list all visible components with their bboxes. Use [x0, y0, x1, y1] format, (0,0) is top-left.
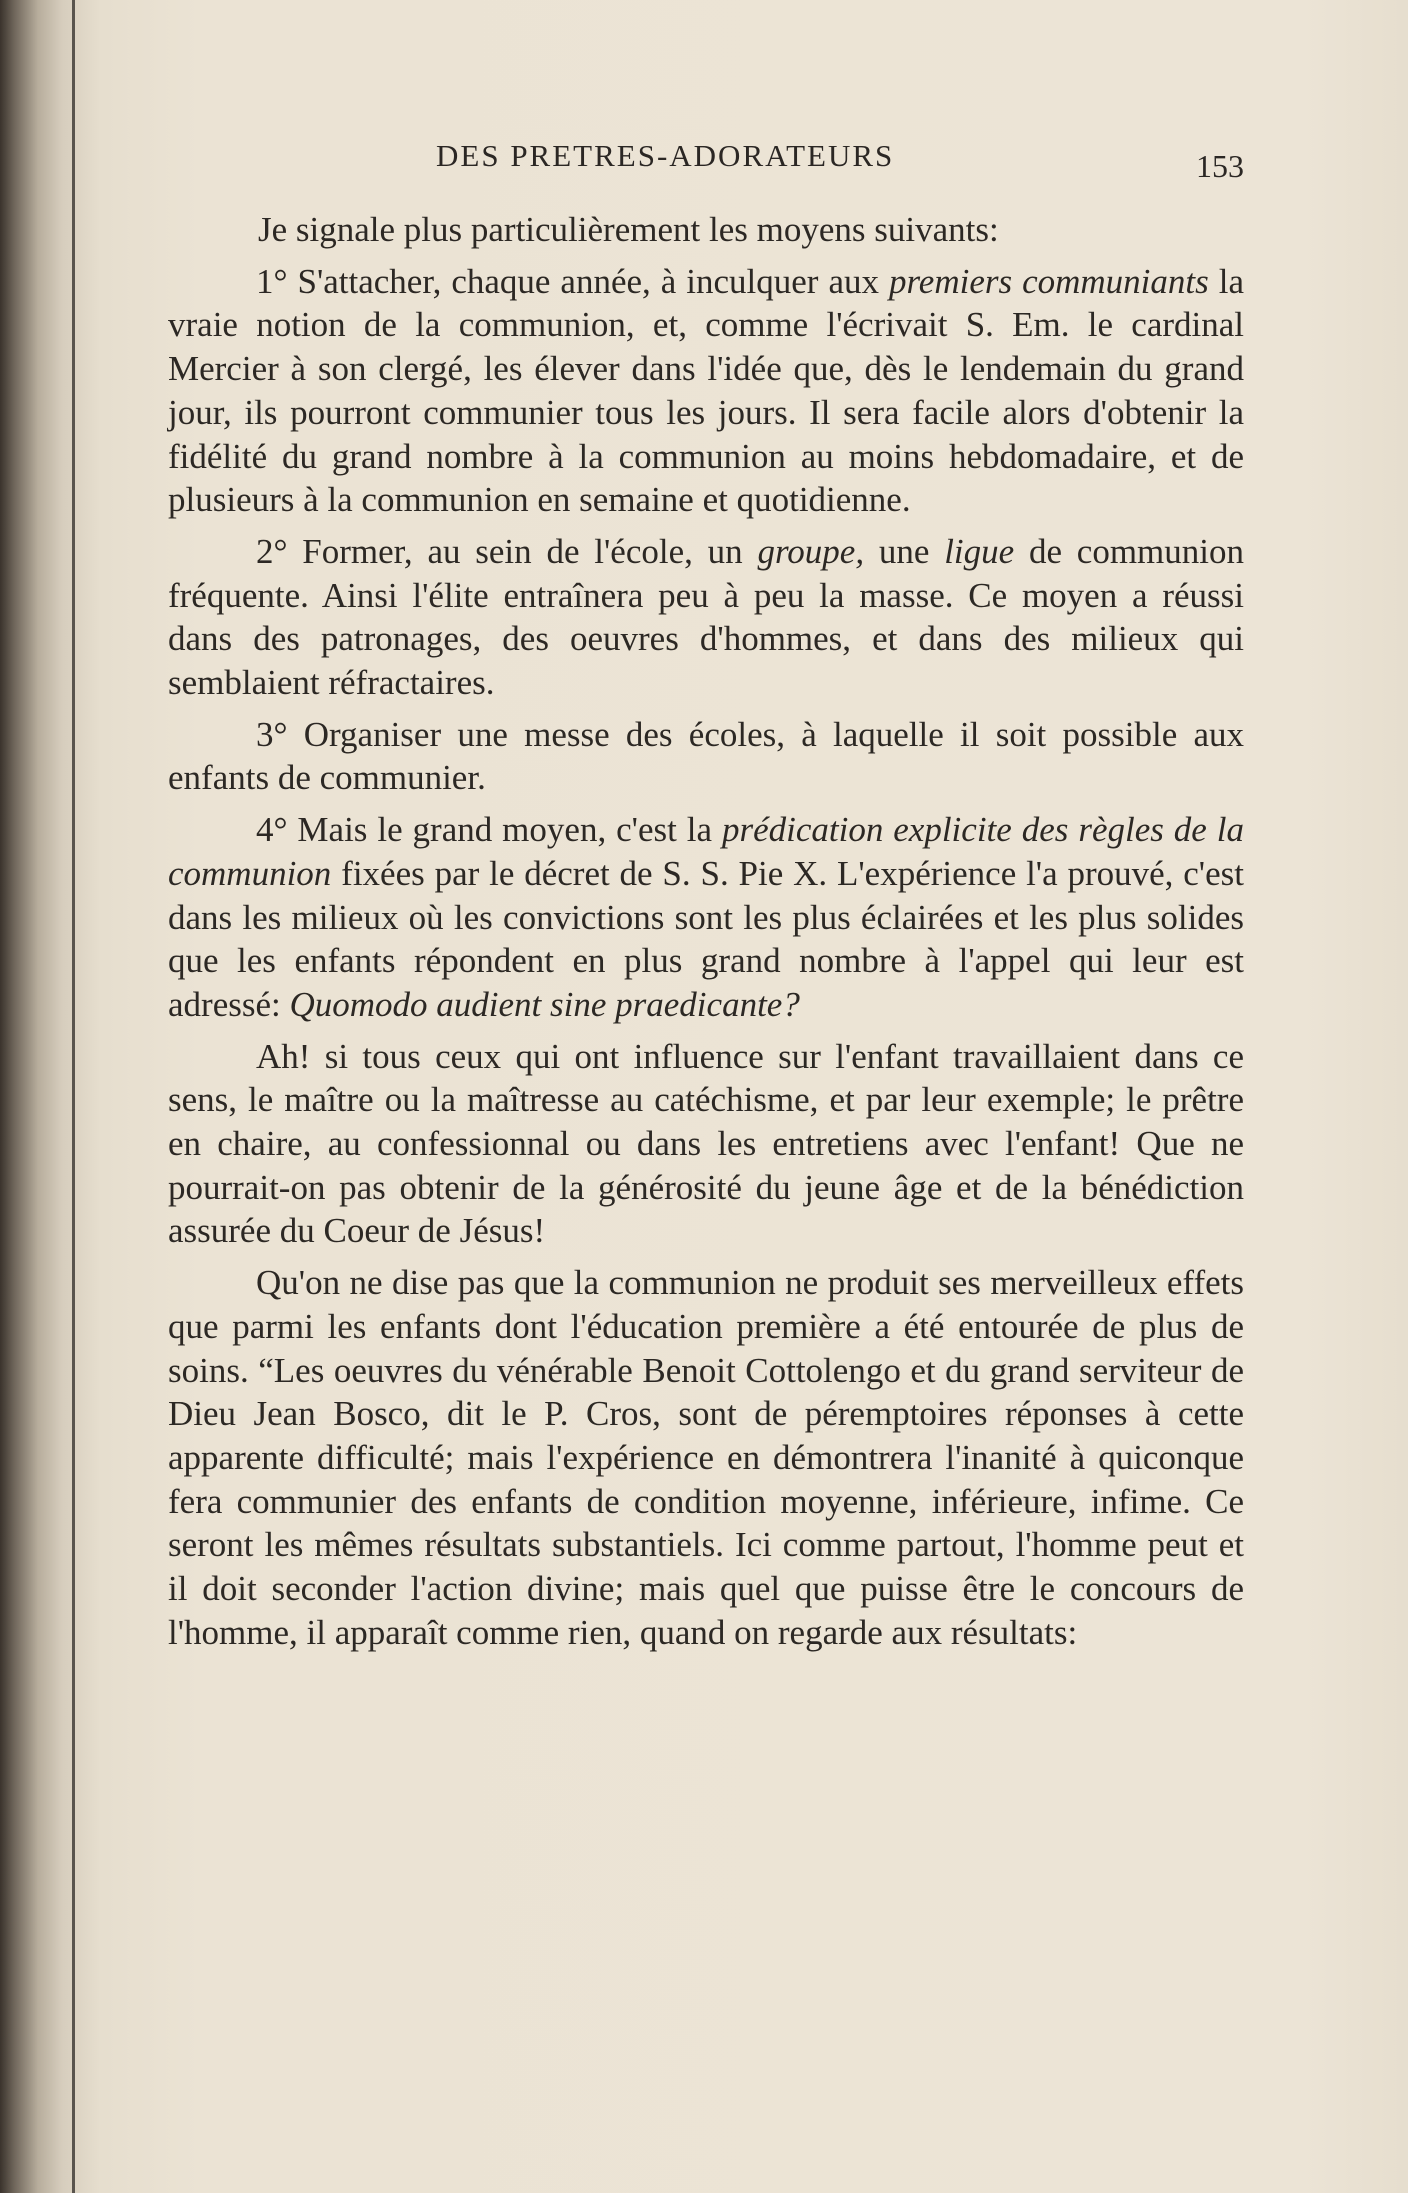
- paragraph: [168, 1261, 1244, 1654]
- body-text: [168, 208, 1244, 1655]
- text-segment: 1° S'attacher, chaque année, à inculquer aux: [256, 261, 889, 301]
- text-segment: 2° Former, au sein de l'école, un: [256, 531, 758, 571]
- text-segment: Ah! si tous ceux qui ont influence sur l'enfant travaillaient dans ce sens, le maître ou la maîtresse au catéchisme, et par leur exemple; le prêtre en chaire, au confessionnal ou dans les entretiens avec l'enfant! Que ne pourrait-on pas obtenir de la générosité du jeune âge et de la bénédiction assurée du Coeur de Jésus!: [168, 1036, 1244, 1251]
- italic-text: ligue: [944, 531, 1015, 571]
- text-segment: fixées par le décret de S. S. Pie X. L'expérience l'a prouvé, c'est dans les milieux où les convictions sont les plus éclairées et les plus solides que les enfants répondent en plus grand nombre à l'appel qui leur est adressé:: [168, 853, 1244, 1024]
- text-segment: 4° Mais le grand moyen, c'est la: [256, 810, 722, 850]
- italic-text: premiers communiants: [888, 261, 1209, 301]
- paragraph: [168, 530, 1244, 705]
- paragraph: [168, 808, 1244, 1027]
- text-segment: de communion fréquente. Ainsi l'élite entraînera peu à peu la masse. Ce moyen a réussi dans des patronages, des oeuvres d'hommes, et dans des milieux qui semblaient réfractaires.: [168, 531, 1245, 703]
- italic-text: prédication explicite des règles de la communion: [168, 810, 1244, 893]
- text-segment: 3° Organiser une messe des écoles, à laquelle il soit possible aux enfants de communier.: [168, 714, 1244, 798]
- text-segment: Je signale plus particulièrement les moyens suivants:: [258, 210, 999, 249]
- book-spine-shadow: [72, 0, 75, 2193]
- paragraph: [168, 713, 1244, 800]
- text-segment: Qu'on ne dise pas que la communion ne produit ses merveilleux effets que parmi les enfants dont l'éducation première a été entourée de plus de soins. “Les oeuvres du vénérable Benoit Cottolengo et du grand serviteur de Dieu Jean Bosco, dit le P. Cros, sont de péremptoires réponses à cette apparente difficulté; mais l'expérience en démontrera l'inanité à quiconque fera communier des enfants de condition moyenne, inférieure, infime. Ce seront les mêmes résultats substantiels. Ici comme partout, l'homme peut et il doit seconder l'action divine; mais quel que puisse être le concours de l'homme, il apparaît comme rien, quand on regarde aux résultats:: [168, 1263, 1244, 1652]
- running-title: DES PRETRES-ADORATEURS: [436, 138, 895, 173]
- paragraph: [168, 260, 1244, 522]
- paragraph: [168, 208, 1244, 252]
- text-segment: la vraie notion de la communion, et, comme l'écrivait S. Em. le cardinal Mercier à son clergé, les élever dans l'idée que, dès le lendemain du grand jour, ils pourront communier tous les jours. Il sera facile alors d'obtenir la fidélité du grand nombre à la communion au moins hebdomadaire, et de plusieurs à la communion en semaine et quotidienne.: [168, 261, 1244, 520]
- text-segment: une: [864, 531, 945, 571]
- page-number: 153: [1196, 148, 1244, 184]
- paragraph: [168, 1035, 1244, 1254]
- italic-text: groupe,: [757, 531, 865, 571]
- italic-text: Quomodo audient sine praedicante?: [289, 984, 800, 1024]
